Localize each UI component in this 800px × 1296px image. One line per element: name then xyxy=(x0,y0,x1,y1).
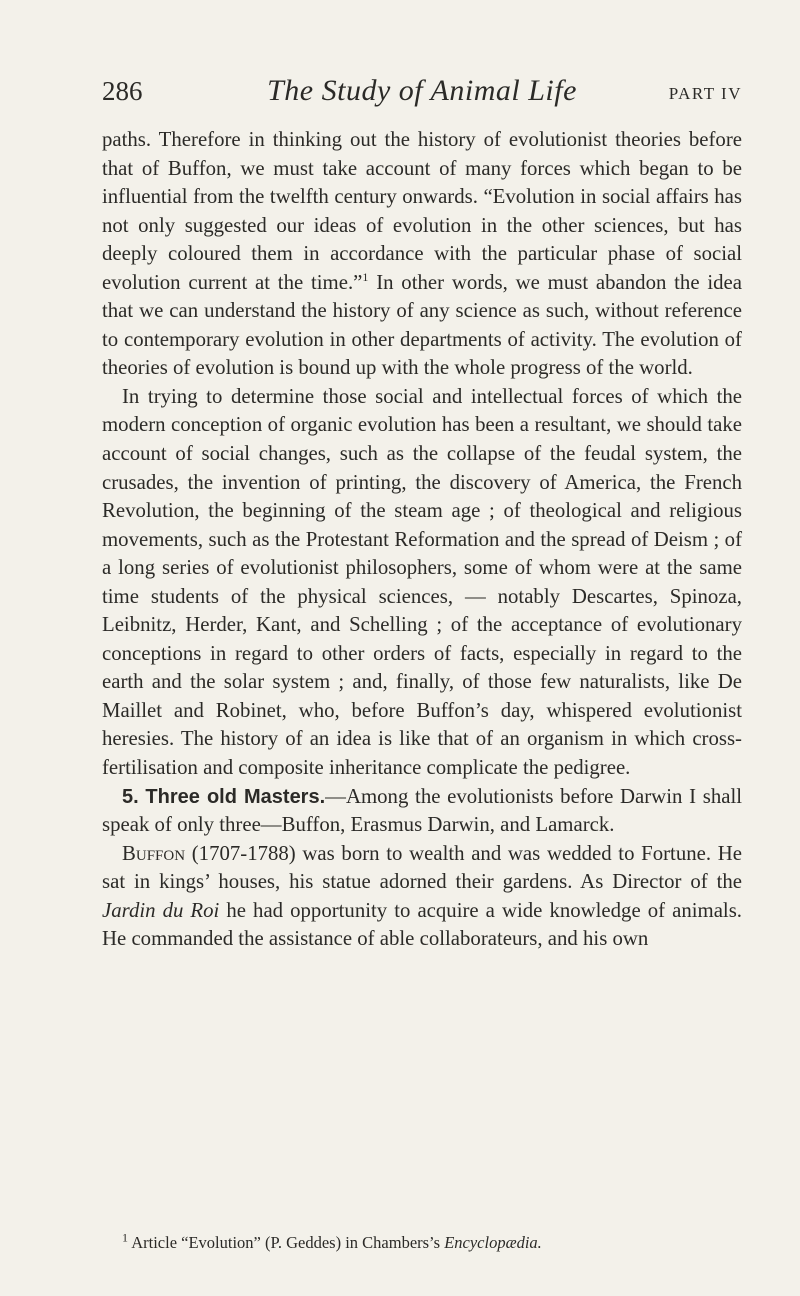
footnote-italic: Encyclopædia. xyxy=(444,1233,542,1252)
page-number: 286 xyxy=(102,76,143,106)
section-5 xyxy=(102,783,742,840)
paragraph-1 xyxy=(102,126,742,383)
footnote-mark: 1 xyxy=(122,1230,128,1245)
paragraph-1-text-a: paths. Therefore in thinking out the history of evolutionist theories before that of Buffon, we must take account of many forces which began to be influential from the twelfth century onwards. “Evolution in social affairs has not only suggested our ideas of evolution in the other sciences, but has deeply coloured them in accordance with the particular phase of social evolution current at the time.” xyxy=(102,128,742,294)
footnote-reference: 1 xyxy=(362,269,369,284)
footnote xyxy=(102,1232,742,1254)
body-text xyxy=(102,126,742,954)
buffon-name: Buffon xyxy=(122,841,186,865)
running-title: The Study of Animal Life xyxy=(267,74,577,107)
paragraph-2: In trying to determine those social and intellectual forces of which the modern conception of organic evolution has been a resultant, we should take account of social changes, such as the collapse of the feudal system, the crusades, the invention of printing, the discovery of America, the French Revolution, the beginning of the steam age ; of theological and religious movements, such as the Protestant Reformation and the spread of Deism ; of a long series of evolutionist philosophers, some of whom were at the same time students of the physical sciences, — notably Descartes, Spinoza, Leibnitz, Herder, Kant, and Schelling ; of the acceptance of evolutionary conceptions in regard to other orders of facts, especially in regard to the earth and the solar system ; and, finally, of those few naturalists, like De Maillet and Robinet, who, before Buffon’s day, whispered evolutionist heresies. The history of an idea is like that of an organism in which cross-fertilisation and composite inheritance complicate the pedigree. xyxy=(102,384,742,780)
paragraph-buffon xyxy=(102,840,742,954)
paragraph-buffon-text-b: he had opportunity to acquire a wide knowledge of animals. He commanded the assistance of able collaborateurs, and his own xyxy=(102,898,742,951)
paragraph-1-text-b: In other words, we must abandon the idea that we can understand the history of any science as such, without reference to contemporary evolution in other departments of activity. The evolution of theories of evolution is bound up with the whole progress of the world. xyxy=(102,270,742,380)
part-label: PART IV xyxy=(668,84,742,103)
paragraph-buffon-text-a: (1707-1788) was born to wealth and was wedded to Fortune. He sat in kings’ houses, his statue adorned their gardens. As Director of the xyxy=(102,841,742,894)
section-title: Three old Masters. xyxy=(145,785,326,808)
jardin-du-roi: Jardin du Roi xyxy=(102,898,220,922)
page-header xyxy=(102,72,742,116)
section-5-text: —Among the evolutionists before Darwin I shall speak of only three—Buffon, Erasmus Darwin, and Lamarck. xyxy=(102,784,743,837)
footnote-text: Article “Evolution” (P. Geddes) in Chambers’s xyxy=(128,1233,445,1252)
section-number: 5. xyxy=(122,785,139,808)
